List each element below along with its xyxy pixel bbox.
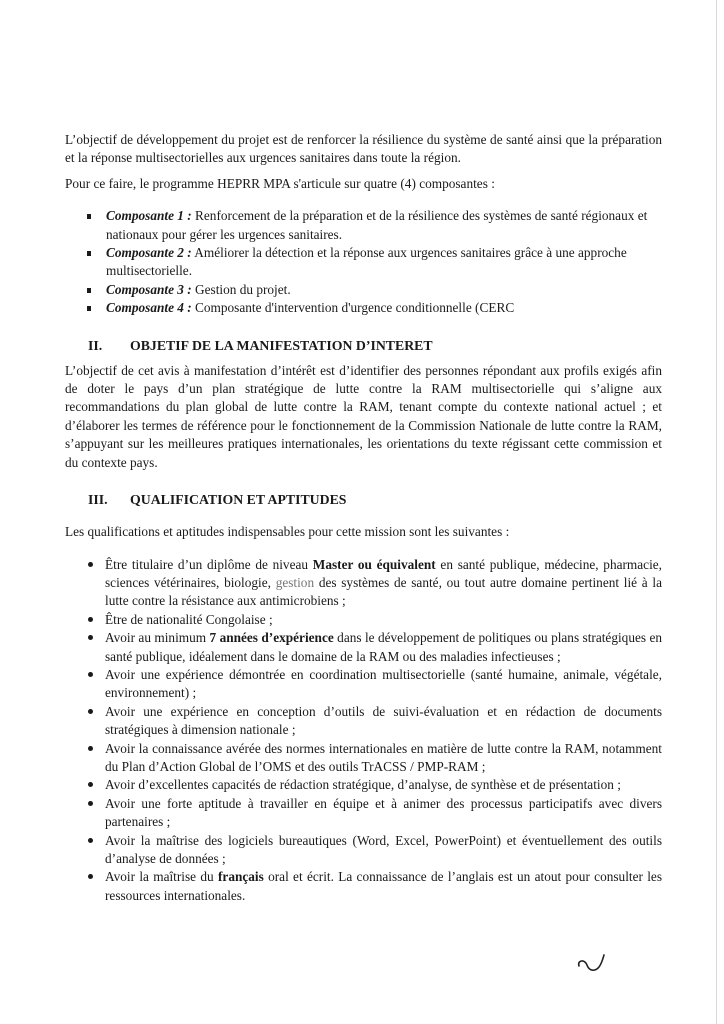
- component-label: Composante 1 :: [106, 208, 192, 224]
- qualification-item: [65, 611, 662, 629]
- qualification-text-before: Être de nationalité Congolaise ;: [105, 611, 273, 627]
- qualification-text-after: oral et écrit. La connaissance de l’anglais est un atout pour consulter les ressources internationales.: [105, 869, 662, 903]
- section-title: OBJETIF DE LA MANIFESTATION D’INTERET: [130, 337, 433, 353]
- component-item: [65, 207, 662, 244]
- square-bullet-icon: [87, 288, 91, 293]
- qualification-text-before: Avoir au minimum: [105, 630, 210, 646]
- component-text: Renforcement de la préparation et de la résilience des systèmes de santé régionaux et nationaux pour gérer les urgences sanitaires.: [106, 208, 648, 242]
- section-2-heading: [65, 337, 662, 355]
- section-2-body: L’objectif de cet avis à manifestation d’intérêt est d’identifier des personnes répondant aux profils exigés afin de doter le pays d’un plan stratégique de lutte contre la RAM multisectorielle qui s’aligne aux recommandations du plan global de lutte contre la RAM, tenant compte du contexte national actuel ; et d’élaborer les termes de référence pour le fonctionnement de la Commission Nationale de lutte contre la RAM, s’appuyant sur les meilleures pratiques internationales, les orientations du texte régissant cette commission et du contexte pays.: [65, 362, 662, 470]
- round-bullet-icon: [88, 562, 93, 567]
- qualification-text-before: Avoir la connaissance avérée des normes internationales en matière de lutte contre la RAM, notamment du Plan d’Action Global de l’OMS et des outils TrACSS / PMP-RAM ;: [105, 740, 662, 774]
- component-text: Améliorer la détection et la réponse aux urgences sanitaires grâce à une approche multisectorielle.: [106, 245, 627, 279]
- round-bullet-icon: [88, 672, 93, 677]
- qualification-item: [65, 703, 662, 740]
- qualification-item: [65, 776, 662, 794]
- component-label: Composante 3 :: [106, 281, 192, 297]
- component-text: Gestion du projet.: [191, 281, 291, 297]
- qualification-item: [65, 629, 662, 666]
- qualification-item: [65, 666, 662, 703]
- square-bullet-icon: [87, 306, 91, 311]
- component-item: [65, 244, 662, 281]
- qualifications-list: [65, 556, 662, 906]
- intro-paragraph-objective: L’objectif de développement du projet est de renforcer la résilience du système de santé ainsi que la préparation et la réponse multisectorielles aux urgences sanitaires dans toute la région.: [65, 132, 662, 166]
- qualification-item: [65, 832, 662, 869]
- qualification-text-before: Avoir une forte aptitude à travailler en équipe et à animer des processus participatifs avec divers partenaires ;: [105, 795, 662, 830]
- round-bullet-icon: [88, 709, 93, 714]
- section-number: III.: [88, 492, 108, 508]
- qualification-item: [65, 740, 662, 777]
- intro-paragraph-components: Pour ce faire, le programme HEPRR MPA s'articule sur quatre (4) composantes :: [65, 175, 495, 191]
- square-bullet-icon: [87, 251, 91, 256]
- round-bullet-icon: [88, 617, 93, 622]
- square-bullet-icon: [87, 214, 91, 219]
- round-bullet-icon: [88, 874, 93, 879]
- qualification-text-bold: 7 années d’expérience: [209, 630, 334, 646]
- qualification-item: [65, 795, 662, 832]
- section-number: II.: [88, 337, 103, 353]
- round-bullet-icon: [88, 635, 93, 640]
- component-item: [65, 281, 662, 299]
- section-3-heading: [65, 491, 662, 509]
- round-bullet-icon: [88, 782, 93, 787]
- round-bullet-icon: [88, 838, 93, 843]
- section-title: QUALIFICATION ET APTITUDES: [130, 492, 347, 508]
- qualification-text-after: en santé publique, médecine, pharmacie, sciences vétérinaires, biologie,: [105, 556, 662, 590]
- scan-edge-line: [716, 0, 717, 1024]
- qualification-text-before: Avoir la maîtrise du: [105, 869, 218, 885]
- qualification-text-bold: Master ou équivalent: [312, 556, 436, 572]
- component-label: Composante 4 :: [106, 300, 192, 316]
- qualification-text-bold: français: [217, 869, 264, 885]
- qualification-text-before: Avoir d’excellentes capacités de rédaction stratégique, d’analyse, de synthèse et de présentation ;: [105, 777, 621, 793]
- qualification-text-before: Avoir une expérience en conception d’outils de suivi-évaluation et en rédaction de documents stratégiques à dimension nationale ;: [105, 703, 662, 738]
- qualification-text-before: Avoir la maîtrise des logiciels bureautiques (Word, Excel, PowerPoint) et éventuellement des outils d’analyse de données ;: [105, 832, 662, 866]
- round-bullet-icon: [88, 746, 93, 751]
- qualification-text-grey: gestion: [275, 574, 315, 590]
- component-item: [65, 299, 662, 317]
- section-3-intro: Les qualifications et aptitudes indispensables pour cette mission sont les suivantes :: [65, 524, 510, 540]
- qualification-text-before: Avoir une expérience démontrée en coordination multisectorielle (santé humaine, animale, végétale, environnement) ;: [105, 666, 662, 701]
- qualification-item: [65, 868, 662, 905]
- component-label: Composante 2 :: [106, 245, 192, 261]
- components-list: [65, 207, 662, 317]
- qualification-text-after2: des systèmes de santé, ou tout autre domaine pertinent lié à la lutte contre la résistance aux antimicrobiens ;: [105, 574, 662, 609]
- component-text: Composante d'intervention d'urgence conditionnelle (CERC: [191, 300, 515, 316]
- round-bullet-icon: [88, 801, 93, 806]
- qualification-text-before: Être titulaire d’un diplôme de niveau: [105, 556, 313, 572]
- qualification-text-after: dans le développement de politiques ou plans stratégiques en santé publique, idéalement dans le domaine de la RAM ou des maladies infectieuses ;: [105, 630, 662, 664]
- handwritten-initials-icon: [575, 950, 615, 980]
- document-page: [65, 131, 662, 905]
- qualification-item: [65, 556, 662, 611]
